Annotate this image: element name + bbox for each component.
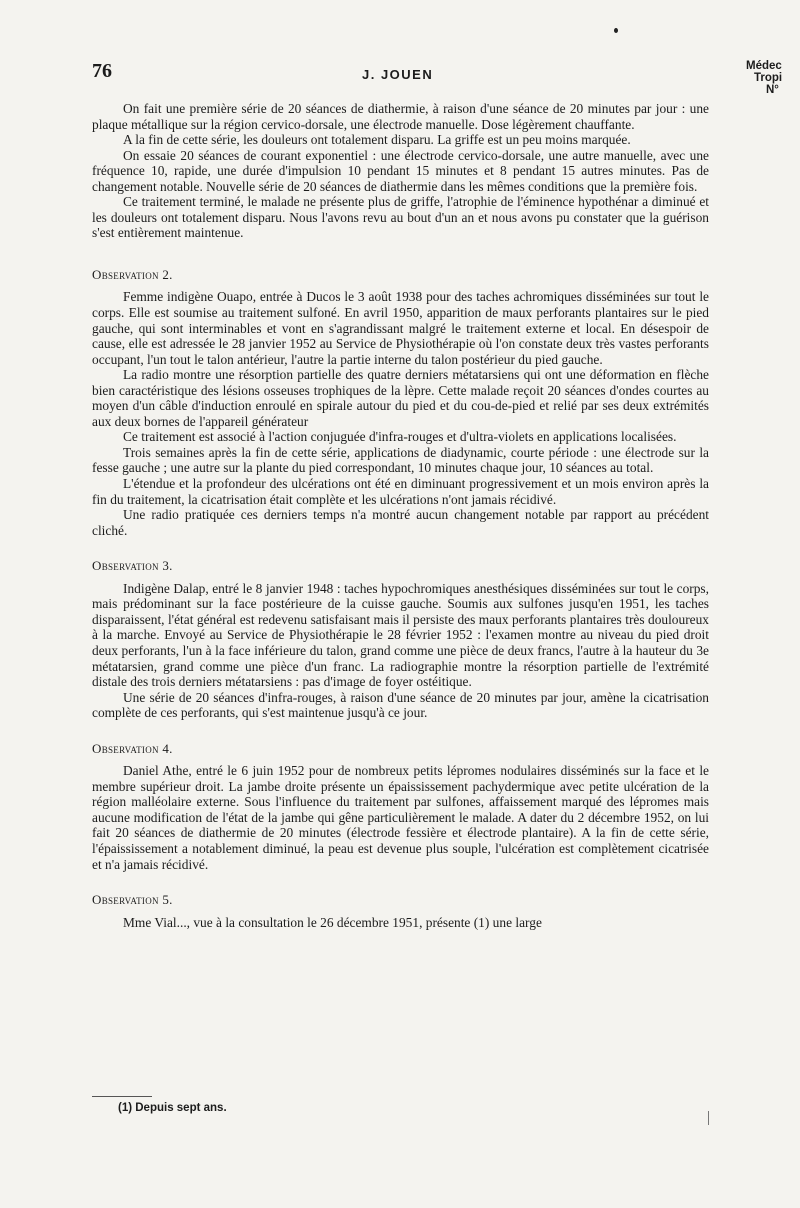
paragraph: L'étendue et la profondeur des ulcérations ont été en diminuant progressivement et un mois environ après la fin du traitement, la cicatrisation était complète et les ulcérations n'ont jamais récidivé. xyxy=(92,476,709,507)
paragraph: Une radio pratiquée ces derniers temps n'a montré aucun changement notable par rapport au précédent cliché. xyxy=(92,507,709,538)
scan-mark xyxy=(708,1111,709,1125)
intro-section xyxy=(92,101,709,241)
paragraph: Ce traitement terminé, le malade ne présente plus de griffe, l'atrophie de l'éminence hypothénar a diminué et les douleurs ont totalement disparu. Nous l'avons revu au bout d'un an et nous avons pu constater que la guérison s'est entièrement maintenue. xyxy=(92,194,709,241)
observation-heading: Observation 4. xyxy=(92,740,173,756)
observation-heading: Observation 3. xyxy=(92,558,173,574)
observation-3-section xyxy=(92,558,709,720)
paragraph: Femme indigène Ouapo, entrée à Ducos le 3 août 1938 pour des taches achromiques disséminées sur tout le corps. Elle est soumise au traitement sulfoné. En avril 1950, apparition de maux perforants plantaires sur le pied gauche, qui sont interminables et vont en s'agrandissant malgré le traitement externe et local. En désespoir de cause, elle est adressée le 28 janvier 1952 au Service de Physiothérapie où l'on constate deux très vastes perforants occupant, l'un tout le talon antérieur, l'autre la partie interne du talon postérieur du pied gauche. xyxy=(92,289,709,367)
page-number: 76 xyxy=(92,60,112,82)
observation-heading: Observation 5. xyxy=(92,892,173,908)
paragraph: Mme Vial..., vue à la consultation le 26 décembre 1951, présente (1) une large xyxy=(123,914,542,930)
paragraph: On fait une première série de 20 séances de diathermie, à raison d'une séance de 20 minutes par jour : une plaque métallique sur la région cervico-dorsale, une électrode manuelle. Dose légèrement chauffante. xyxy=(92,101,709,132)
paragraph: Trois semaines après la fin de cette série, applications de diadynamic, courte période : une électrode sur la fesse gauche ; une autre sur la plante du pied correspondant, 10 minutes chaque jour, 10 séances au total. xyxy=(92,444,709,476)
observation-4-section xyxy=(92,741,709,872)
edge-note-line: Médec xyxy=(746,60,782,72)
footnote-divider xyxy=(92,1096,152,1097)
edge-note-line: N° xyxy=(766,84,779,96)
paragraph: La radio montre une résorption partielle des quatre derniers métatarsiens qui ont une déformation en flèche bien caractéristique des lésions osseuses trophiques de la lèpre. Cette malade reçoit 20 séances d'ondes courtes au moyen d'un câble d'induction enroulé en spirale autour du pied et du cou-de-pied et relié par ses deux extrémités aux deux bornes de l'appareil générateur xyxy=(92,367,709,429)
paragraph: Indigène Dalap, entré le 8 janvier 1948 : taches hypochromiques anesthésiques disséminées sur tout le corps, mais prédominant sur la face postérieure de la cuisse gauche. Soumis aux sulfones jusqu'en 1951, les taches disparaissent, l'état général est redevenu satisfaisant mais il persiste des maux perforants plantaires très douloureux à la marche. Envoyé au Service de Physiothérapie le 28 février 1952 : l'examen montre au niveau du pied droit deux perforants, l'un à la face inférieure du talon, grand comme une pièce de deux francs, l'autre à la hauteur du 3e métatarsien, grand comme une pièce d'un franc. La radiographie montre la résorption partielle de l'extrémité distale des trois derniers métatarsiens : pas d'image de foyer ostéitique. xyxy=(92,580,709,690)
running-head: J. JOUEN xyxy=(362,67,434,82)
paragraph: A la fin de cette série, les douleurs ont totalement disparu. La griffe est un peu moins marquée. xyxy=(123,132,631,148)
observation-5-section xyxy=(92,892,709,930)
observation-heading: Observation 2. xyxy=(92,266,173,282)
paragraph: Ce traitement est associé à l'action conjuguée d'infra-rouges et d'ultra-violets en applications localisées. xyxy=(123,429,677,445)
edge-note-line: Tropi xyxy=(754,72,783,84)
paragraph: Daniel Athe, entré le 6 juin 1952 pour de nombreux petits lépromes nodulaires disséminés sur la face et le membre supérieur droit. La jambe droite présente un épaississement pachydermique avec petite ulcération de la région malléolaire externe. Sous l'influence du traitement par sulfones, affaissement marqué des lépromes mais aucune modification de l'état de la jambe qui gêne particulièrement le malade. A dater du 2 décembre 1952, on lui fait 20 séances de diathermie de 20 minutes (électrode fessière et électrode plantaire). A la fin de cette série, l'épaississement a notablement diminué, la peau est devenue plus souple, l'ulcération est complètement cicatrisée et n'a jamais récidivé. xyxy=(92,763,709,872)
article-body xyxy=(92,101,709,930)
journal-edge-note xyxy=(746,60,782,96)
observation-2-section xyxy=(92,267,709,538)
paragraph: On essaie 20 séances de courant exponentiel : une électrode cervico-dorsale, une autre manuelle, avec une fréquence 10, rapide, une durée d'impulsion 10 pendant 15 minutes et 8 pendant 15 autres minutes. Pas de changement notable. Nouvelle série de 20 séances de diathermie dans les mêmes conditions que la première fois. xyxy=(92,147,709,194)
footnote: (1) Depuis sept ans. xyxy=(118,1102,227,1114)
ink-speck xyxy=(614,28,618,33)
paragraph: Une série de 20 séances d'infra-rouges, à raison d'une séance de 20 minutes par jour, amène la cicatrisation complète de ces perforants, qui s'est maintenue jusqu'à ce jour. xyxy=(92,689,709,721)
